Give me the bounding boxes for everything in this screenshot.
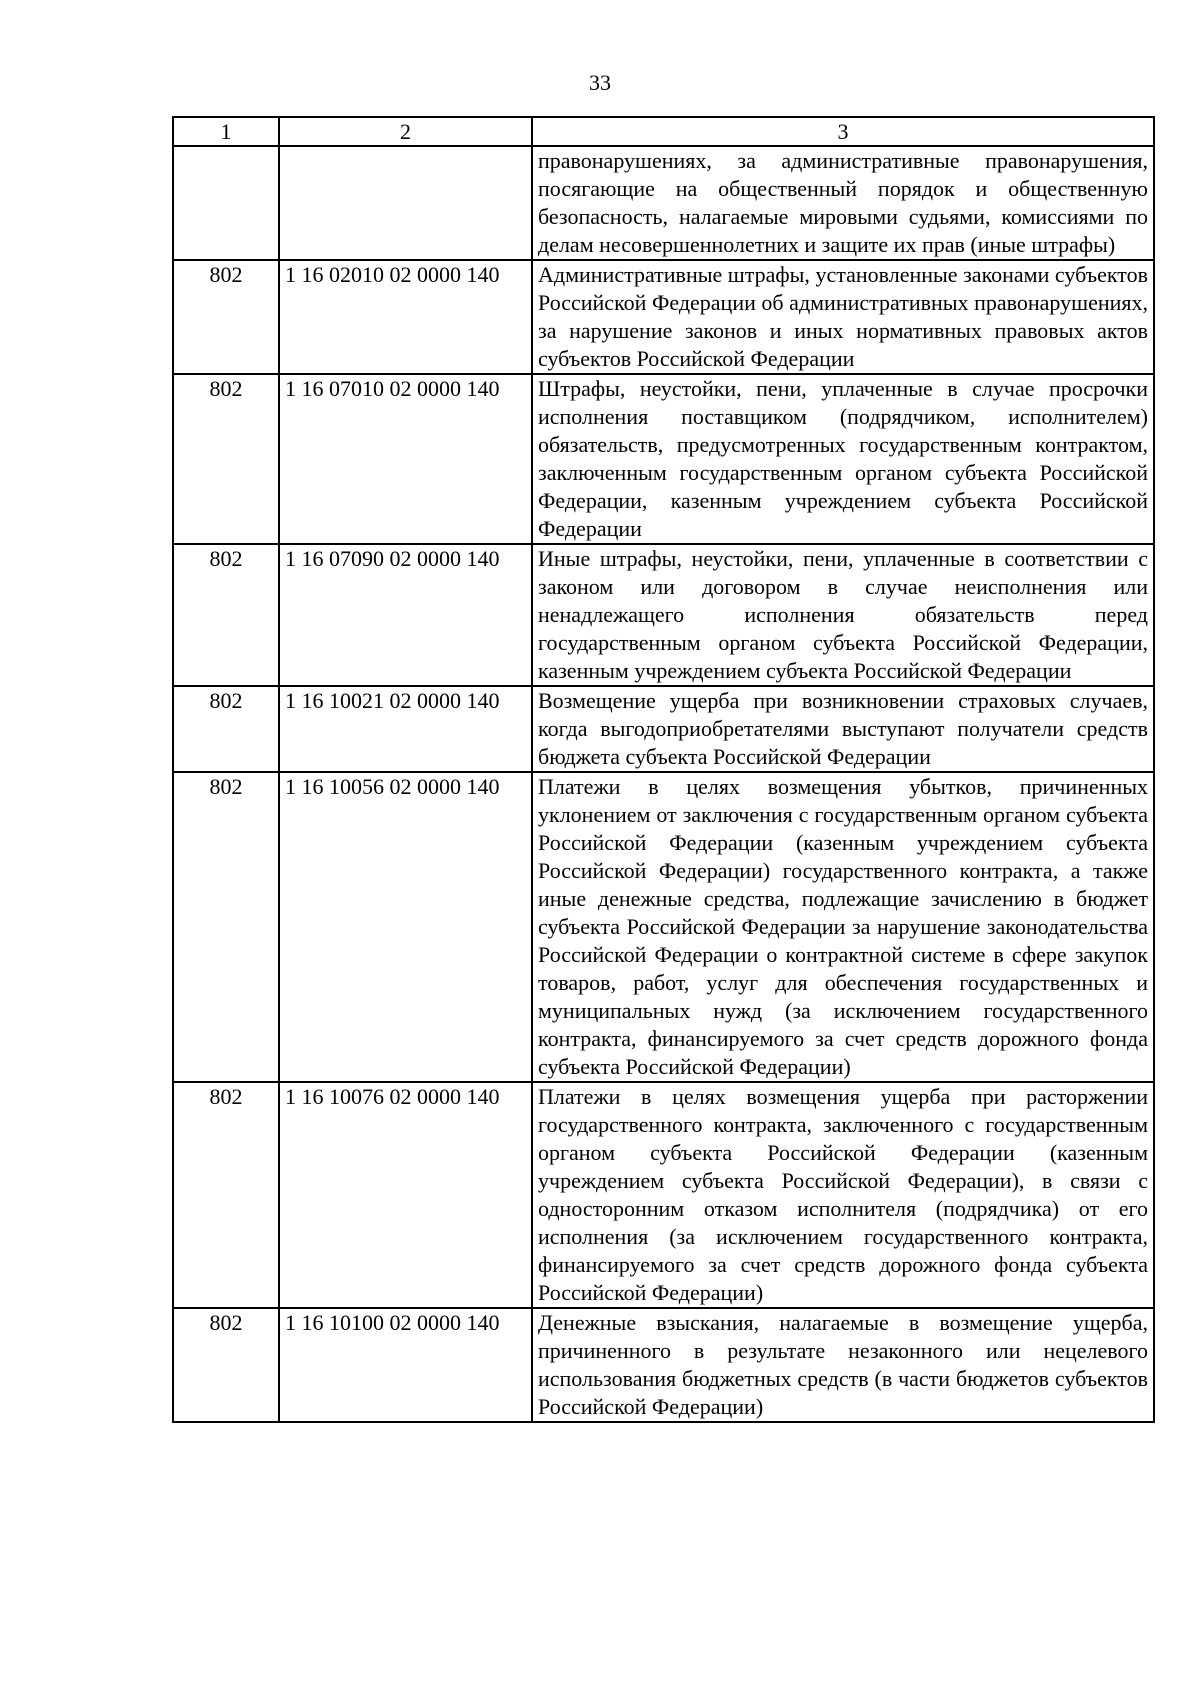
budget-code-cell: 1 16 07010 02 0000 140 (279, 374, 532, 544)
budget-code-cell (279, 146, 532, 260)
column-header-1: 1 (173, 117, 279, 146)
admin-code-cell: 802 (173, 374, 279, 544)
description-cell: Платежи в целях возмещения ущерба при расторжении государственного контракта, заключенного с государственным органом субъекта Российской Федерации (казенным учреждением субъекта Российской Федерации), в связи с односторонним отказом исполнителя (подрядчика) от его исполнения (за исключением государственного контракта, финансируемого за счет средств дорожного фонда субъекта Российской Федерации) (532, 1082, 1154, 1308)
admin-code-cell: 802 (173, 1308, 279, 1422)
budget-code-cell: 1 16 10100 02 0000 140 (279, 1308, 532, 1422)
description-cell: Штрафы, неустойки, пени, уплаченные в случае просрочки исполнения поставщиком (подрядчиком, исполнителем) обязательств, предусмотренных государственным контрактом, заключенным государственным органом субъекта Российской Федерации, казенным учреждением субъекта Российской Федерации (532, 374, 1154, 544)
revenue-code-table (172, 116, 1155, 1423)
table-row (173, 544, 1154, 686)
budget-code-cell: 1 16 10021 02 0000 140 (279, 686, 532, 772)
column-header-2: 2 (279, 117, 532, 146)
budget-code-cell: 1 16 02010 02 0000 140 (279, 260, 532, 374)
page-number: 33 (589, 70, 611, 95)
column-header-3: 3 (532, 117, 1154, 146)
table-row (173, 772, 1154, 1082)
admin-code-cell (173, 146, 279, 260)
admin-code-cell: 802 (173, 686, 279, 772)
table-row (173, 1082, 1154, 1308)
table-row (173, 374, 1154, 544)
table-row (173, 146, 1154, 260)
budget-code-cell: 1 16 10056 02 0000 140 (279, 772, 532, 1082)
description-cell: Иные штрафы, неустойки, пени, уплаченные в соответствии с законом или договором в случае неисполнения или ненадлежащего исполнения обязательств перед государственным органом субъекта Российской Федерации, казенным учреждением субъекта Российской Федерации (532, 544, 1154, 686)
table-row (173, 260, 1154, 374)
admin-code-cell: 802 (173, 544, 279, 686)
description-cell: Платежи в целях возмещения убытков, причиненных уклонением от заключения с государственным органом субъекта Российской Федерации (казенным учреждением субъекта Российской Федерации) государственного контракта, а также иные денежные средства, подлежащие зачислению в бюджет субъекта Российской Федерации за нарушение законодательства Российской Федерации о контрактной системе в сфере закупок товаров, работ, услуг для обеспечения государственных и муниципальных нужд (за исключением государственного контракта, финансируемого за счет средств дорожного фонда субъекта Российской Федерации) (532, 772, 1154, 1082)
description-cell: Административные штрафы, установленные законами субъектов Российской Федерации об административных правонарушениях, за нарушение законов и иных нормативных правовых актов субъектов Российской Федерации (532, 260, 1154, 374)
description-cell: правонарушениях, за административные правонарушения, посягающие на общественный порядок и общественную безопасность, налагаемые мировыми судьями, комиссиями по делам несовершеннолетних и защите их прав (иные штрафы) (532, 146, 1154, 260)
admin-code-cell: 802 (173, 1082, 279, 1308)
admin-code-cell: 802 (173, 772, 279, 1082)
description-cell: Денежные взыскания, налагаемые в возмещение ущерба, причиненного в результате незаконного или нецелевого использования бюджетных средств (в части бюджетов субъектов Российской Федерации) (532, 1308, 1154, 1422)
table-row (173, 1308, 1154, 1422)
budget-code-cell: 1 16 10076 02 0000 140 (279, 1082, 532, 1308)
description-cell: Возмещение ущерба при возникновении страховых случаев, когда выгодоприобретателями выступают получатели средств бюджета субъекта Российской Федерации (532, 686, 1154, 772)
budget-code-cell: 1 16 07090 02 0000 140 (279, 544, 532, 686)
table-header-row (173, 117, 1154, 146)
admin-code-cell: 802 (173, 260, 279, 374)
table-row (173, 686, 1154, 772)
